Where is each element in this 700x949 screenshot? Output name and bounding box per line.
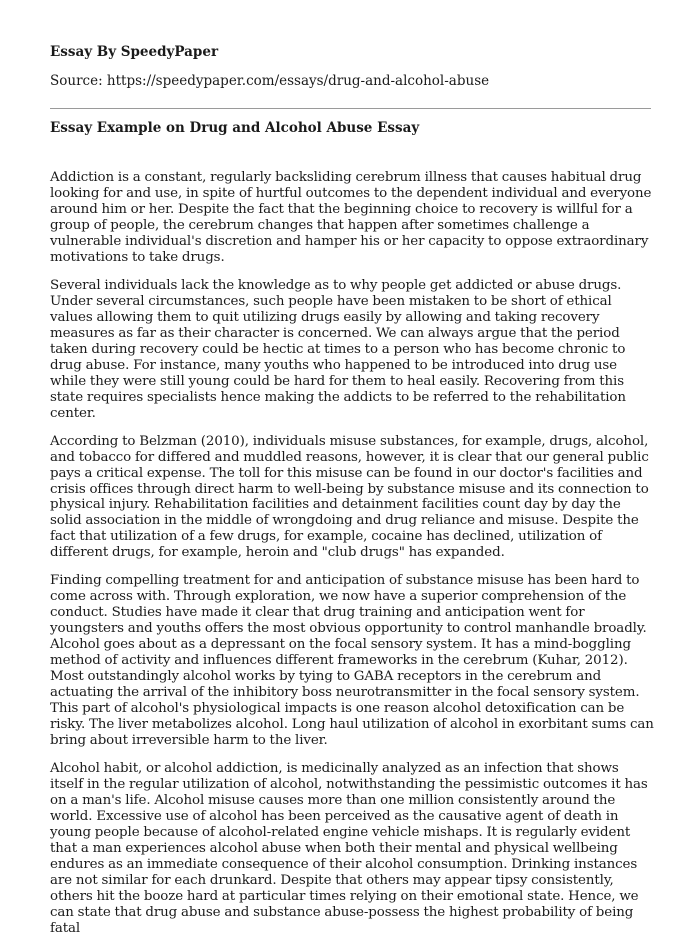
essay-body (50, 170, 654, 949)
essay-title: Essay Example on Drug and Alcohol Abuse Essay (50, 120, 420, 136)
essay-paragraph: Finding compelling treatment for and anticipation of substance misuse has been hard to come across with. Through exploration, we now have a superior comprehension of the conduct. Studies have made it clear that drug training and anticipation went for youngsters and youths offers the most obvious opportunity to control manhandle broadly. Alcohol goes about as a depressant on the focal sensory system. It has a mind-boggling method of activity and influences different frameworks in the cerebrum (Kuhar, 2012). Most outstandingly alcohol works by tying to GABA receptors in the cerebrum and actuating the arrival of the inhibitory boss neurotransmitter in the focal sensory system. This part of alcohol's physiological impacts is one reason alcohol detoxification can be risky. The liver metabolizes alcohol. Long haul utilization of alcohol in exorbitant sums can bring about irreversible harm to the liver. (50, 573, 654, 749)
essay-paragraph: Addiction is a constant, regularly backsliding cerebrum illness that causes habitual drug looking for and use, in spite of hurtful outcomes to the dependent individual and everyone around him or her. Despite the fact that the beginning choice to recovery is willful for a group of people, the cerebrum changes that happen after sometimes challenge a vulnerable individual's discretion and hamper his or her capacity to oppose extraordinary motivations to take drugs. (50, 170, 652, 265)
essay-paragraph: Several individuals lack the knowledge as to why people get addicted or abuse drugs. Under several circumstances, such people have been mistaken to be short of ethical values allowing them to quit utilizing drugs easily by allowing and taking recovery measures as far as their character is concerned. We can always argue that the period taken during recovery could be hectic at times to a person who has become chronic to drug abuse. For instance, many youths who happened to be introduced into drug use while they were still young could be hard for them to heal easily. Recovering from this state requires specialists hence making the addicts to be referred to the rehabilitation center. (50, 277, 626, 421)
header-divider (50, 108, 651, 109)
essay-paragraph: Alcohol habit, or alcohol addiction, is medicinally analyzed as an infection that shows itself in the regular utilization of alcohol, notwithstanding the pessimistic outcomes it has on a man's life. Alcohol misuse causes more than one million consistently around the world. Excessive use of alcohol has been perceived as the causative agent of death in young people because of alcohol-related engine vehicle mishaps. It is regularly evident that a man experiences alcohol abuse when both their mental and physical wellbeing endures as an immediate consequence of their alcohol consumption. Drinking instances are not similar for each drunkard. Despite that others may appear tipsy consistently, others hit the booze hard at particular times relying on their emotional state. Hence, we can state that drug abuse and substance abuse-possess the highest probability of being fatal (50, 761, 648, 936)
source-line: Source: https://speedypaper.com/essays/drug-and-alcohol-abuse (50, 73, 490, 89)
essay-author-heading: Essay By SpeedyPaper (50, 44, 219, 60)
essay-paragraph: According to Belzman (2010), individuals misuse substances, for example, drugs, alcohol, and tobacco for differed and muddled reasons, however, it is clear that our general public pays a critical expense. The toll for this misuse can be found in our doctor's facilities and crisis offices through direct harm to well-being by substance misuse and its connection to physical injury. Rehabilitation facilities and detainment facilities count day by day the solid association in the middle of wrongdoing and drug reliance and misuse. Despite the fact that utilization of a few drugs, for example, cocaine has declined, utilization of different drugs, for example, heroin and "club drugs" has expanded. (50, 433, 649, 561)
